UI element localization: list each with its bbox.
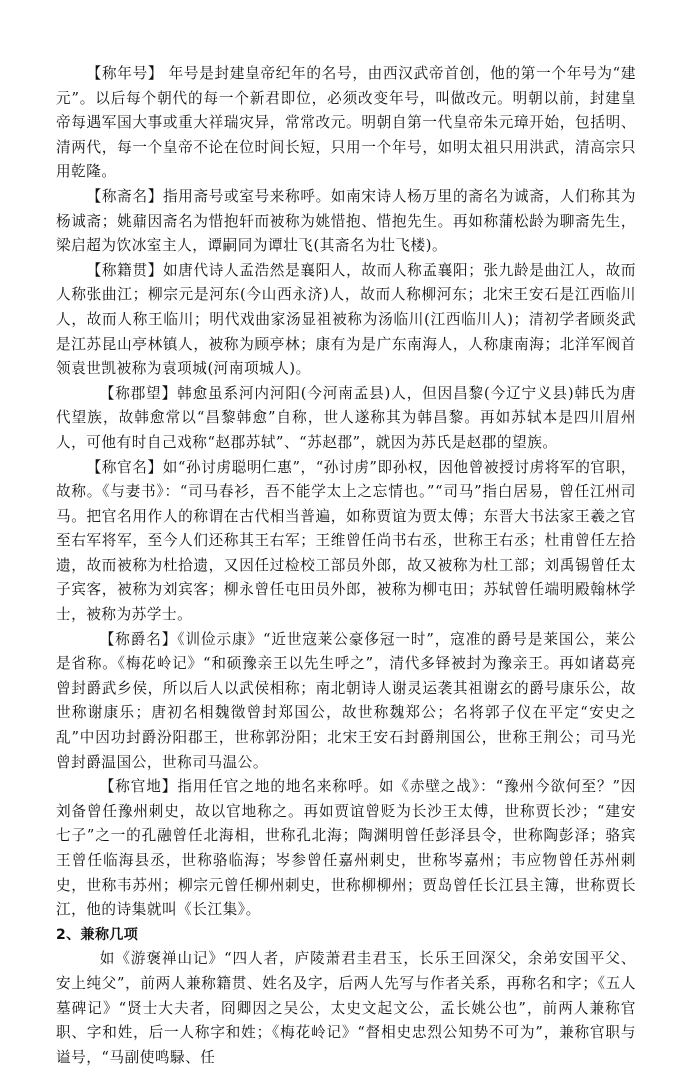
paragraph-body: 指用任官之地的地名来称呼。如《赤壁之战》：“豫州今欲何至？”因刘备曾任豫州刺史，故以官地称之。再如贾谊曾贬为长沙王太傅，世称贾长沙；“建安七子”之一的孔融曾任北海相，世称孔北海；陶渊明曾任彭泽县令，世称陶彭泽；骆宾王曾任临海县丞，世称骆临海；岑参曾任嘉州刺史，世称岑嘉州；韦应物曾任苏州刺史，世称韦苏州；柳宗元曾任柳州刺史，世称柳柳州；贾岛曾任长江县主簿，世称贾长江，他的诗集就叫《长江集》。 (56, 778, 636, 919)
document-page (56, 62, 636, 1070)
paragraph-guandi (56, 775, 636, 923)
term-label: 【称籍贯】 (86, 261, 163, 279)
term-label: 【称官名】 (86, 458, 163, 476)
term-label: 【称官地】 (99, 778, 178, 796)
paragraph-body: 年号是封建皇帝纪年的名号，由西汉武帝首创，他的第一个年号为“建元”。以后每个朝代的每一个新君即位，必须改变年号，叫做改元。明朝以前，封建皇帝每遇军国大事或重大祥瑞灾异，常常改元。明朝自第一代皇帝朱元璋开始，包括明、清两代，每一个皇帝不论在位时间长短，只用一个年号，如明太祖只用洪武，清高宗只用乾隆。 (56, 65, 636, 181)
paragraph-body: 《训俭示康》“近世寇莱公豪侈冠一时”，寇准的爵号是莱国公，莱公是省称。《梅花岭记》“和硕豫亲王以先生呼之”，清代多铎被封为豫亲王。再如诸葛亮曾封爵武乡侯，所以后人以武侯相称；南北朝诗人谢灵运袭其祖谢玄的爵号康乐公，故世称谢康乐；唐初名相魏徵曾封郑国公，故世称魏郑公；名将郭子仪在平定“安史之乱”中因功封爵汾阳郡王，世称郭汾阳；北宋王安石封爵荆国公，世称王荆公；司马光曾封爵温国公，世称司马温公。 (56, 630, 636, 771)
paragraph-jueming (56, 628, 636, 776)
paragraph-body: 如“孙讨虏聪明仁惠”，“孙讨虏”即孙权，因他曾被授讨虏将军的官职，故称。《与妻书》：“司马春衫，吾不能学太上之忘情也。”“司马”指白居易，曾任江州司马。把官名用作人的称谓在古代相当普遍，如称贾谊为贾太傅；东晋大书法家王羲之官至右军将军，至今人们还称其王右军；王维曾任尚书右丞，世称王右丞；杜甫曾任左拾遗，故而被称为杜拾遗，又因任过检校工部员外郎，故又被称为杜工部；刘禹锡曾任太子宾客，被称为刘宾客；柳永曾任屯田员外郎，被称为柳屯田；苏轼曾任端明殿翰林学士，被称为苏学士。 (56, 458, 636, 624)
term-label: 【称爵名】 (99, 630, 178, 648)
paragraph-body: 指用斋号或室号来称呼。如南宋诗人杨万里的斋名为诚斋，人们称其为杨诚斋；姚鼐因斋名为惜抱轩而被称为姚惜抱、惜抱先生。再如称蒲松龄为聊斋先生，梁启超为饮冰室主人，谭嗣同为谭壮飞(其斋名为壮飞楼)。 (56, 187, 636, 255)
paragraph-nianhao (56, 62, 636, 185)
paragraph-jiguan (56, 259, 636, 382)
paragraph-guanming (56, 456, 636, 628)
section-heading: 2、兼称几项 (56, 926, 139, 943)
term-label: 【称郡望】 (99, 384, 178, 402)
term-label: 【称斋名】 (86, 187, 163, 205)
term-label: 【称年号】 (86, 65, 164, 82)
paragraph-junwang (56, 382, 636, 456)
paragraph-jiancheng: 如《游褒禅山记》“四人者，庐陵萧君圭君玉，长乐王回深父，余弟安国平父、安上纯父”，前两人兼称籍贯、姓名及字，后两人先写与作者关系，再称名和字；《五人墓碑记》“贤士大夫者，冏卿因之吴公，太史文起文公，孟长姚公也”，前两人兼称官职、字和姓，后一人称字和姓；《梅花岭记》“督相史忠烈公知势不可为”，兼称官职与谥号，“马副使鸣騄、任 (56, 950, 636, 1066)
paragraph-zhaiming (56, 185, 636, 259)
paragraph-body: 韩愈虽系河内河阳(今河南孟县)人，但因昌黎(今辽宁义县)韩氏为唐代望族，故韩愈常以“昌黎韩愈”自称，世人遂称其为韩昌黎。再如苏轼本是四川眉州人，可他有时自己戏称“赵郡苏轼”、“苏赵郡”，就因为苏氏是赵郡的望族。 (56, 384, 636, 451)
paragraph-body: 如唐代诗人孟浩然是襄阳人，故而人称孟襄阳；张九龄是曲江人，故而人称张曲江；柳宗元是河东(今山西永济)人，故而人称柳河东；北宋王安石是江西临川人，故而人称王临川；明代戏曲家汤显祖被称为汤临川(江西临川人)；清初学者顾炎武是江苏昆山亭林镇人，被称为顾亭林；康有为是广东南海人，人称康南海；北洋军阀首领袁世凯被称为袁项城(河南项城人)。 (56, 261, 636, 378)
